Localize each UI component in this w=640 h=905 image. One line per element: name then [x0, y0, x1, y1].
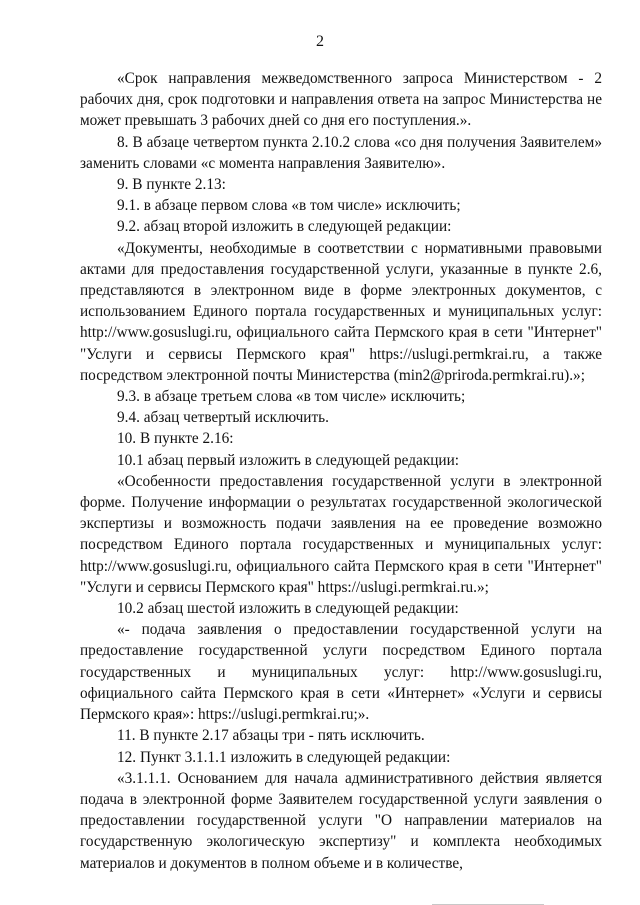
paragraph: 9. В пункте 2.13:: [117, 176, 226, 194]
paragraph: 12. Пункт 3.1.1.1 изложить в следующей редакции:: [117, 748, 451, 766]
paragraph: 9.1. в абзаце первом слова «в том числе» исключить;: [117, 197, 461, 215]
document-body: [80, 68, 602, 874]
paragraph: 10.1 абзац первый изложить в следующей редакции:: [117, 451, 460, 469]
paragraph: «Особенности предоставления государственной услуги в электронной форме. Получение информации о результатах государственной экологической экспертизы и возможность подачи заявления на ее проведение возможно посредством Единого портала государственных и муниципальных услуг: http://www.gosuslugi.ru, официального сайта Пермского края в сети "Интернет" "Услуги и сервисы Пермского края" https://uslugi.permkrai.ru.»;: [80, 472, 602, 596]
paragraph: «3.1.1.1. Основанием для начала административного действия является подача в электронной форме Заявителем государственной услуги заявления о предоставлении государственной услуги "О направлении материалов на государственную экологическую экспертизу" и комплекта необходимых материалов и документов в полном объеме и в количестве,: [80, 769, 602, 872]
paragraph: «Документы, необходимые в соответствии с нормативными правовыми актами для предоставления государственной услуги, указанные в пункте 2.6, представляются в электронном виде в форме электронных документов, с использованием Единого портала государственных и муниципальных услуг: http://www.gosuslugi.ru, официального сайта Пермского края в сети "Интернет" "Услуги и сервисы Пермского края" https://uslugi.permkrai.ru, а также посредством электронной почты Министерства (min2@priroda.permkrai.ru).»;: [80, 239, 602, 384]
paragraph: 9.4. абзац четвертый исключить.: [117, 409, 329, 427]
paragraph: 11. В пункте 2.17 абзацы три - пять исключить.: [117, 727, 425, 745]
page-number: 2: [316, 33, 324, 50]
paragraph: «Срок направления межведомственного запроса Министерством - 2 рабочих дня, срок подготовки и направления ответа на запрос Министерства не может превышать 3 рабочих дней со дня его поступления.».: [80, 70, 602, 130]
paragraph: 10. В пункте 2.16:: [117, 430, 234, 448]
paragraph: 8. В абзаце четвертом пункта 2.10.2 слова «со дня получения Заявителем» заменить словами «с момента направления Заявителю».: [80, 133, 602, 172]
paragraph: 9.3. в абзаце третьем слова «в том числе» исключить;: [117, 388, 466, 406]
paragraph: «- подача заявления о предоставлении государственной услуги на предоставление государственной услуги посредством Единого портала государственных и муниципальных услуг: http://www.gosuslugi.ru, официального сайта Пермского края в сети «Интернет» «Услуги и сервисы Пермского края»: https://uslugi.permkrai.ru;».: [80, 621, 602, 724]
paragraph: 9.2. абзац второй изложить в следующей редакции:: [117, 218, 452, 236]
paragraph: 10.2 абзац шестой изложить в следующей редакции:: [117, 600, 459, 618]
